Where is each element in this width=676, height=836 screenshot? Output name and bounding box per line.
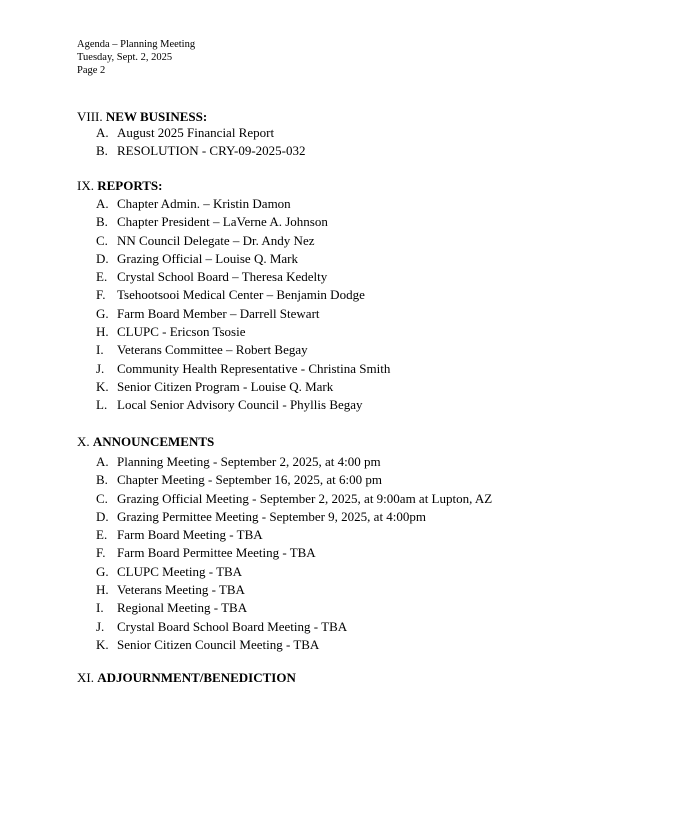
section-title: NEW BUSINESS: bbox=[105, 109, 208, 124]
section-number: VIII. bbox=[77, 109, 103, 124]
list-item: E. Crystal School Board – Theresa Kedelty bbox=[96, 269, 328, 285]
list-item: K. Senior Citizen Council Meeting - TBA bbox=[96, 636, 320, 652]
section-new-business-heading bbox=[77, 109, 207, 125]
list-item: B. RESOLUTION - CRY-09-2025-032 bbox=[96, 143, 306, 159]
list-item: F. Farm Board Permittee Meeting - TBA bbox=[96, 545, 316, 561]
section-title: REPORTS: bbox=[97, 178, 163, 193]
new-business-list bbox=[96, 125, 306, 162]
list-item: C. Grazing Official Meeting - September 2, 2025, at 9:00am at Lupton, AZ bbox=[96, 490, 493, 506]
list-item: L. Local Senior Advisory Council - Phyllis Begay bbox=[96, 397, 363, 413]
list-item: D. Grazing Permittee Meeting - September 9, 2025, at 4:00pm bbox=[96, 508, 427, 524]
reports-list bbox=[96, 196, 390, 416]
header-page-number: Page 2 bbox=[77, 65, 106, 76]
section-adjournment-heading bbox=[77, 670, 296, 686]
list-item: A. Planning Meeting - September 2, 2025, at 4:00 pm bbox=[96, 454, 381, 469]
header-date: Tuesday, Sept. 2, 2025 bbox=[77, 52, 173, 63]
section-number: X. bbox=[77, 434, 90, 449]
list-item: A. Chapter Admin. – Kristin Damon bbox=[96, 196, 291, 211]
announcements-list bbox=[96, 454, 492, 655]
list-item: H. CLUPC - Ericson Tsosie bbox=[96, 324, 246, 340]
list-item: B. Chapter President – LaVerne A. Johnson bbox=[96, 214, 328, 230]
list-item: A. August 2025 Financial Report bbox=[96, 125, 275, 140]
page-header bbox=[77, 38, 195, 77]
section-announcements-heading bbox=[77, 434, 214, 450]
list-item: J. Community Health Representative - Christina Smith bbox=[96, 360, 391, 376]
list-item: E. Farm Board Meeting - TBA bbox=[96, 527, 263, 543]
list-item: B. Chapter Meeting - September 16, 2025, at 6:00 pm bbox=[96, 472, 383, 488]
section-number: IX. bbox=[77, 178, 94, 193]
list-item: C. NN Council Delegate – Dr. Andy Nez bbox=[96, 232, 315, 248]
list-item: J. Crystal Board School Board Meeting - TBA bbox=[96, 618, 348, 634]
section-title: ANNOUNCEMENTS bbox=[92, 434, 215, 449]
section-number: XI. bbox=[77, 670, 94, 685]
list-item: F. Tsehootsooi Medical Center – Benjamin Dodge bbox=[96, 287, 365, 303]
list-item: G. Farm Board Member – Darrell Stewart bbox=[96, 305, 320, 321]
list-item: G. CLUPC Meeting - TBA bbox=[96, 563, 243, 579]
section-title: ADJOURNMENT/BENEDICTION bbox=[97, 670, 296, 685]
list-item: H. Veterans Meeting - TBA bbox=[96, 582, 245, 598]
list-item: K. Senior Citizen Program - Louise Q. Mark bbox=[96, 378, 334, 394]
list-item: D. Grazing Official – Louise Q. Mark bbox=[96, 250, 298, 266]
header-title: Agenda – Planning Meeting bbox=[77, 39, 196, 50]
list-item: I. Veterans Committee – Robert Begay bbox=[96, 342, 308, 358]
list-item: I. Regional Meeting - TBA bbox=[96, 600, 248, 616]
section-reports-heading bbox=[77, 178, 163, 194]
